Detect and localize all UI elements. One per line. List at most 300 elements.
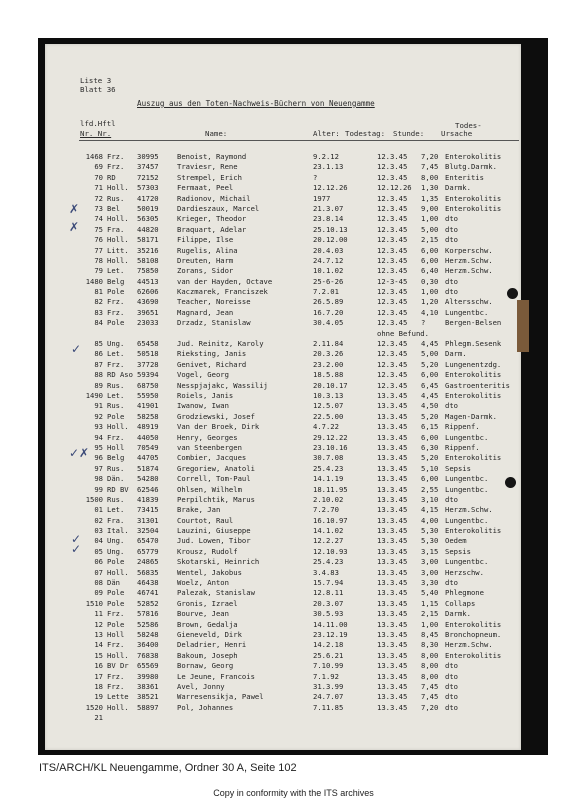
record-death-date: 12.3.45 — [377, 370, 408, 380]
record-birthdate: 20.10.17 — [313, 380, 348, 390]
record-hour: 2,15 — [421, 609, 439, 619]
record-cause: dto — [445, 401, 458, 411]
record-nr: 83 — [94, 307, 103, 317]
record-prisoner-number: 46438 — [137, 578, 159, 588]
record-nr: 94 — [94, 432, 103, 442]
record-nr: 1468 — [85, 152, 103, 161]
record-nr: 87 — [94, 359, 103, 369]
record-birthdate: 24.7.07 — [313, 692, 344, 702]
record-death-date: 13.3.45 — [377, 453, 408, 463]
record-birthdate: 7.1.92 — [313, 671, 339, 681]
record-hour: 6,30 — [421, 442, 439, 452]
record-birthdate: 23.12.19 — [313, 629, 348, 639]
record-nationality: Ung. — [107, 339, 125, 349]
record-death-date: 12.3.45 — [377, 203, 408, 213]
record-death-date: 13.3.45 — [377, 629, 408, 639]
record-prisoner-number: 72152 — [137, 172, 159, 182]
record-death-date: 13.3.45 — [377, 474, 408, 484]
record-nationality: Frz. — [107, 162, 125, 172]
pen-check-mark: ✗ — [69, 220, 80, 234]
record-row — [45, 360, 521, 370]
record-row — [45, 194, 521, 204]
record-hour: 0,30 — [421, 276, 439, 286]
record-prisoner-number: 65470 — [137, 536, 159, 546]
record-name: Roiels, Janis — [177, 390, 234, 400]
record-nationality: Ung. — [107, 536, 125, 546]
record-name: Avel, Jonny — [177, 681, 225, 691]
record-row — [45, 516, 521, 526]
record-row — [45, 370, 521, 380]
record-cause: Enterokolitis — [445, 650, 502, 660]
record-row — [45, 474, 521, 484]
record-nationality: Holl. — [107, 422, 129, 432]
record-birthdate: 14.1.02 — [313, 526, 344, 536]
record-row — [45, 246, 521, 256]
record-nationality: Holl. — [107, 235, 129, 245]
record-birthdate: 7.11.85 — [313, 702, 344, 712]
record-row — [45, 412, 521, 422]
record-prisoner-number: 41901 — [137, 401, 159, 411]
record-row — [45, 443, 521, 453]
record-cause: Enterokolitis — [445, 390, 502, 400]
record-row — [45, 464, 521, 474]
record-death-date: 12.3.45 — [377, 152, 408, 161]
record-name: Rugelis, Alina — [177, 245, 238, 255]
record-birthdate: 20.3.07 — [313, 598, 344, 608]
record-name: Iwanow, Iwan — [177, 401, 229, 411]
record-prisoner-number: 58108 — [137, 255, 159, 265]
record-row — [45, 318, 521, 328]
record-nr: 97 — [94, 463, 103, 473]
record-cause: Rippenf. — [445, 442, 480, 452]
record-death-date: 13.3.45 — [377, 681, 408, 691]
record-prisoner-number: 55950 — [137, 390, 159, 400]
record-row — [45, 349, 521, 359]
record-cause: Gastroenteritis — [445, 380, 510, 390]
record-nationality: RD — [107, 172, 116, 182]
record-birthdate: 30.4.05 — [313, 318, 344, 328]
record-nationality: Fra. — [107, 224, 125, 234]
record-name: Rieksting, Janis — [177, 349, 247, 359]
record-nationality: Let. — [107, 349, 125, 359]
record-death-date: 12.3.45 — [377, 318, 408, 328]
record-row — [45, 620, 521, 630]
record-nationality: Rus. — [107, 494, 125, 504]
record-row — [45, 526, 521, 536]
record-name: Grodziewski, Josef — [177, 411, 255, 421]
record-row — [45, 256, 521, 266]
record-nationality: Pole — [107, 588, 125, 598]
record-death-date: 13.3.45 — [377, 411, 408, 421]
record-cause: dto — [445, 681, 458, 691]
record-hour: 6,45 — [421, 380, 439, 390]
record-hour: 4,10 — [421, 307, 439, 317]
record-nationality: Holl. — [107, 214, 129, 224]
record-name: Courtot, Raul — [177, 515, 234, 525]
record-birthdate: 25.6.21 — [313, 650, 344, 660]
record-name: Brown, Gedalja — [177, 619, 238, 629]
record-name: Gieneveld, Dirk — [177, 629, 242, 639]
record-prisoner-number: 37457 — [137, 162, 159, 172]
record-name: Bakoum, Joseph — [177, 650, 238, 660]
record-nr: 73 — [94, 203, 103, 213]
record-cause: Darmk. — [445, 183, 471, 193]
record-birthdate: 12.2.27 — [313, 536, 344, 546]
record-cause: dto — [445, 276, 458, 286]
record-hour: 8,45 — [421, 629, 439, 639]
record-hour: 9,00 — [421, 203, 439, 213]
record-prisoner-number: 57303 — [137, 183, 159, 193]
record-prisoner-number: 24865 — [137, 557, 159, 567]
record-prisoner-number: 51874 — [137, 463, 159, 473]
record-name: Zorans, Sidor — [177, 266, 234, 276]
record-row — [45, 630, 521, 640]
record-death-date: 12-3-45 — [377, 276, 408, 286]
record-death-date: 12.3.45 — [377, 297, 408, 307]
record-cause: dto — [445, 578, 458, 588]
record-hour: 4,45 — [421, 339, 439, 349]
record-hour: 8,00 — [421, 671, 439, 681]
record-cause: Magen-Darmk. — [445, 411, 497, 421]
binder-strip — [517, 300, 529, 352]
record-cause: Bronchopneum. — [445, 629, 502, 639]
record-hour: 8,00 — [421, 661, 439, 671]
record-name: Skotarski, Heinrich — [177, 557, 260, 567]
record-death-date: 12.3.45 — [377, 224, 408, 234]
record-cause: dto — [445, 671, 458, 681]
record-prisoner-number: 38521 — [137, 692, 159, 702]
record-death-date: 13.3.45 — [377, 505, 408, 515]
record-death-date: 12.3.45 — [377, 359, 408, 369]
record-cause: Lungentbc. — [445, 484, 489, 494]
record-prisoner-number: 58258 — [137, 411, 159, 421]
record-hour: 7,45 — [421, 681, 439, 691]
record-row — [45, 391, 521, 401]
record-nr: 88 — [94, 370, 103, 380]
record-nr: 86 — [94, 349, 103, 359]
record-nr: 11 — [94, 609, 103, 619]
record-birthdate: 25-6-26 — [313, 276, 344, 286]
record-cause: dto — [445, 692, 458, 702]
record-row — [45, 536, 521, 546]
record-birthdate: 18.5.88 — [313, 370, 344, 380]
record-death-date: 13.3.45 — [377, 671, 408, 681]
record-birthdate: 30.5.93 — [313, 609, 344, 619]
record-death-date: 12.3.45 — [377, 380, 408, 390]
record-hour: 2,15 — [421, 235, 439, 245]
record-nationality: Belg — [107, 276, 125, 286]
record-nr: 09 — [94, 588, 103, 598]
record-row — [45, 173, 521, 183]
record-death-date: 13.3.45 — [377, 692, 408, 702]
record-prisoner-number: 75850 — [137, 266, 159, 276]
record-nationality: Let. — [107, 390, 125, 400]
record-birthdate: 3.4.83 — [313, 567, 339, 577]
record-birthdate: 23.10.16 — [313, 442, 348, 452]
record-hour: 4,45 — [421, 390, 439, 400]
record-prisoner-number: 43690 — [137, 297, 159, 307]
death-record-list — [45, 152, 521, 723]
record-row — [45, 422, 521, 432]
record-cause: Bergen-Belsen — [445, 318, 502, 328]
record-nr: 15 — [94, 650, 103, 660]
record-death-date: 13.3.45 — [377, 619, 408, 629]
record-hour: 3,00 — [421, 557, 439, 567]
record-name: Bourve, Jean — [177, 609, 229, 619]
record-cause: Korperschw. — [445, 245, 493, 255]
record-hour: 2,55 — [421, 484, 439, 494]
record-name: Palezak, Stanislaw — [177, 588, 255, 598]
record-hour: 6,00 — [421, 245, 439, 255]
record-death-date: 13.3.45 — [377, 578, 408, 588]
record-nr: 81 — [94, 287, 103, 297]
record-nationality: Rus. — [107, 401, 125, 411]
record-note: ohne Befund. — [377, 328, 429, 338]
record-hour: 8,00 — [421, 650, 439, 660]
record-birthdate: 4.7.22 — [313, 422, 339, 432]
record-name: Combier, Jacques — [177, 453, 247, 463]
record-cause: Enterokolitis — [445, 203, 502, 213]
record-row — [45, 308, 521, 318]
record-nationality: Frz. — [107, 671, 125, 681]
record-row — [45, 713, 521, 723]
record-nationality: Holl. — [107, 702, 129, 712]
record-nr: 95 — [94, 442, 103, 452]
record-nationality: Frz. — [107, 297, 125, 307]
record-birthdate: 22.5.00 — [313, 411, 344, 421]
record-nationality: Let. — [107, 266, 125, 276]
record-hour: 7,20 — [421, 152, 439, 161]
record-birthdate: 25.10.13 — [313, 224, 348, 234]
record-cause: dto — [445, 494, 458, 504]
record-nr: 06 — [94, 557, 103, 567]
record-nationality: Pole — [107, 557, 125, 567]
record-birthdate: 23.2.00 — [313, 359, 344, 369]
record-death-date: 12.3.45 — [377, 339, 408, 349]
record-birthdate: 12.10.93 — [313, 546, 348, 556]
record-nr: 89 — [94, 380, 103, 390]
record-cause: Lungentbc. — [445, 474, 489, 484]
header-rule — [79, 140, 519, 141]
record-name: Dardieszaux, Marcel — [177, 203, 260, 213]
record-name: Krieger, Theodor — [177, 214, 247, 224]
record-prisoner-number: 54280 — [137, 474, 159, 484]
record-prisoner-number: 41720 — [137, 193, 159, 203]
record-death-date: 13.3.45 — [377, 432, 408, 442]
record-prisoner-number: 68750 — [137, 380, 159, 390]
record-nationality: RD BV — [107, 484, 129, 494]
col-header-todestag: Todestag: — [345, 129, 386, 138]
record-name: Perpilchtik, Marus — [177, 494, 255, 504]
record-death-date: 13.3.45 — [377, 640, 408, 650]
record-name: Woelz, Anton — [177, 578, 229, 588]
record-name: Lauzini, Giuseppe — [177, 526, 251, 536]
record-cause: Blutg.Darmk. — [445, 162, 497, 172]
record-birthdate: 21.3.07 — [313, 203, 344, 213]
record-nr: 13 — [94, 629, 103, 639]
record-name: Van der Broek, Dirk — [177, 422, 260, 432]
record-cause: Sepsis — [445, 463, 471, 473]
record-cause: Enterokolitis — [445, 619, 502, 629]
record-birthdate: 15.7.94 — [313, 578, 344, 588]
record-hour: 6,00 — [421, 432, 439, 442]
record-row — [45, 162, 521, 172]
record-cause: Sepsis — [445, 546, 471, 556]
record-death-date: 12.3.45 — [377, 266, 408, 276]
record-name: Dreuten, Harm — [177, 255, 234, 265]
record-prisoner-number: 50019 — [137, 203, 159, 213]
record-row — [45, 547, 521, 557]
record-death-date: 12.3.45 — [377, 255, 408, 265]
record-cause: Lungentbc. — [445, 432, 489, 442]
record-hour: 5,30 — [421, 536, 439, 546]
record-row — [45, 453, 521, 463]
record-nr: 1480 — [85, 276, 103, 286]
record-row — [45, 152, 521, 162]
list-number: Liste 3 — [80, 76, 112, 85]
record-prisoner-number: 32504 — [137, 526, 159, 536]
record-nationality: Rus. — [107, 380, 125, 390]
record-row — [45, 297, 521, 307]
record-prisoner-number: 65458 — [137, 339, 159, 349]
record-row — [45, 609, 521, 619]
record-prisoner-number: 44050 — [137, 432, 159, 442]
col-header-name: Name: — [205, 129, 228, 138]
record-nationality: Ung. — [107, 546, 125, 556]
record-name: Drzadz, Stanislaw — [177, 318, 251, 328]
record-name: Jud. Reinitz, Karoly — [177, 339, 264, 349]
col-header-ursache: Ursache — [441, 129, 473, 138]
record-death-date: 13.3.45 — [377, 567, 408, 577]
record-birthdate: 26.5.89 — [313, 297, 344, 307]
record-hour: 1,15 — [421, 598, 439, 608]
record-hour: 5,10 — [421, 463, 439, 473]
record-nationality: Litt. — [107, 245, 129, 255]
record-name: Jud. Lowen, Tibor — [177, 536, 251, 546]
record-nationality: Frz. — [107, 307, 125, 317]
record-prisoner-number: 50518 — [137, 349, 159, 359]
record-hour: 7,45 — [421, 692, 439, 702]
record-nationality: Dän — [107, 578, 120, 588]
record-hour: 3,10 — [421, 494, 439, 504]
record-cause: Collaps — [445, 598, 476, 608]
record-nationality: Fra. — [107, 515, 125, 525]
record-nr: 07 — [94, 567, 103, 577]
record-birthdate: 12.8.11 — [313, 588, 344, 598]
record-death-date: 12.3.45 — [377, 287, 408, 297]
record-row — [45, 214, 521, 224]
record-row — [45, 599, 521, 609]
record-cause: Lungentbc. — [445, 557, 489, 567]
record-cause: Herzschw. — [445, 567, 484, 577]
record-name: Brake, Jan — [177, 505, 221, 515]
record-continuation — [45, 329, 521, 339]
record-birthdate: 16.10.97 — [313, 515, 348, 525]
record-name: van der Hayden, Octave — [177, 276, 273, 286]
record-nationality: Holl — [107, 629, 125, 639]
record-prisoner-number: 58171 — [137, 235, 159, 245]
record-name: Traviesr, Rene — [177, 162, 238, 172]
pen-check-mark: ✓ — [71, 542, 82, 556]
record-nationality: Frz. — [107, 640, 125, 650]
record-prisoner-number: 76838 — [137, 650, 159, 660]
record-hour: 5,20 — [421, 411, 439, 421]
punch-hole — [507, 288, 518, 299]
record-birthdate: 16.7.20 — [313, 307, 344, 317]
pen-check-mark: ✓✗ — [69, 446, 90, 460]
record-hour: 4,50 — [421, 401, 439, 411]
record-prisoner-number: 58897 — [137, 702, 159, 712]
record-name: Deladrier, Henri — [177, 640, 247, 650]
record-birthdate: 14.1.19 — [313, 474, 344, 484]
record-row — [45, 485, 521, 495]
record-prisoner-number: 44513 — [137, 276, 159, 286]
record-prisoner-number: 30995 — [137, 152, 159, 161]
col-header-todes: Todes- — [455, 121, 482, 130]
record-hour: 5,00 — [421, 349, 439, 359]
record-nr: 02 — [94, 515, 103, 525]
record-birthdate: 10.3.13 — [313, 390, 344, 400]
record-death-date: 12.3.45 — [377, 162, 408, 172]
record-row — [45, 568, 521, 578]
record-cause: dto — [445, 661, 458, 671]
record-row — [45, 682, 521, 692]
record-hour: 8,00 — [421, 172, 439, 182]
record-cause: Darmk. — [445, 609, 471, 619]
record-row — [45, 339, 521, 349]
record-hour: ? — [421, 318, 426, 328]
col-header-stunde: Stunde: — [393, 129, 425, 138]
record-row — [45, 235, 521, 245]
record-name: Pol, Johannes — [177, 702, 234, 712]
record-birthdate: 24.7.12 — [313, 255, 344, 265]
record-birthdate: 9.2.12 — [313, 152, 339, 161]
record-name: Teacher, Noreisse — [177, 297, 251, 307]
record-cause: Lungentbc. — [445, 515, 489, 525]
record-name: Magnard, Jean — [177, 307, 234, 317]
record-nationality: Holl. — [107, 183, 129, 193]
record-nr: 12 — [94, 619, 103, 629]
record-prisoner-number: 39651 — [137, 307, 159, 317]
record-birthdate: 29.12.22 — [313, 432, 348, 442]
record-nr: 71 — [94, 183, 103, 193]
record-name: Benoist, Raymond — [177, 152, 247, 161]
record-hour: 5,00 — [421, 224, 439, 234]
record-death-date: 12.3.45 — [377, 172, 408, 182]
record-nr: 01 — [94, 505, 103, 515]
record-row — [45, 204, 521, 214]
record-cause: Rippenf. — [445, 422, 480, 432]
record-nr: 70 — [94, 172, 103, 182]
record-cause: Darm. — [445, 349, 467, 359]
record-cause: Phlegm.Sesenk — [445, 339, 502, 349]
record-hour: 3,30 — [421, 578, 439, 588]
document-page — [45, 44, 521, 750]
record-name: Correll, Tom-Paul — [177, 474, 251, 484]
record-cause: Enterokolitis — [445, 453, 502, 463]
record-nr: 79 — [94, 266, 103, 276]
record-birthdate: 2.10.02 — [313, 494, 344, 504]
record-birthdate: 30.7.08 — [313, 453, 344, 463]
record-nr: 85 — [94, 339, 103, 349]
record-prisoner-number: 70549 — [137, 442, 159, 452]
record-death-date: 12.12.26 — [377, 183, 412, 193]
record-nationality: Holl. — [107, 567, 129, 577]
record-prisoner-number: 62546 — [137, 484, 159, 494]
record-name: van Steenbergen — [177, 442, 242, 452]
record-birthdate: 20.12.00 — [313, 235, 348, 245]
record-name: Wentel, Jakobus — [177, 567, 242, 577]
